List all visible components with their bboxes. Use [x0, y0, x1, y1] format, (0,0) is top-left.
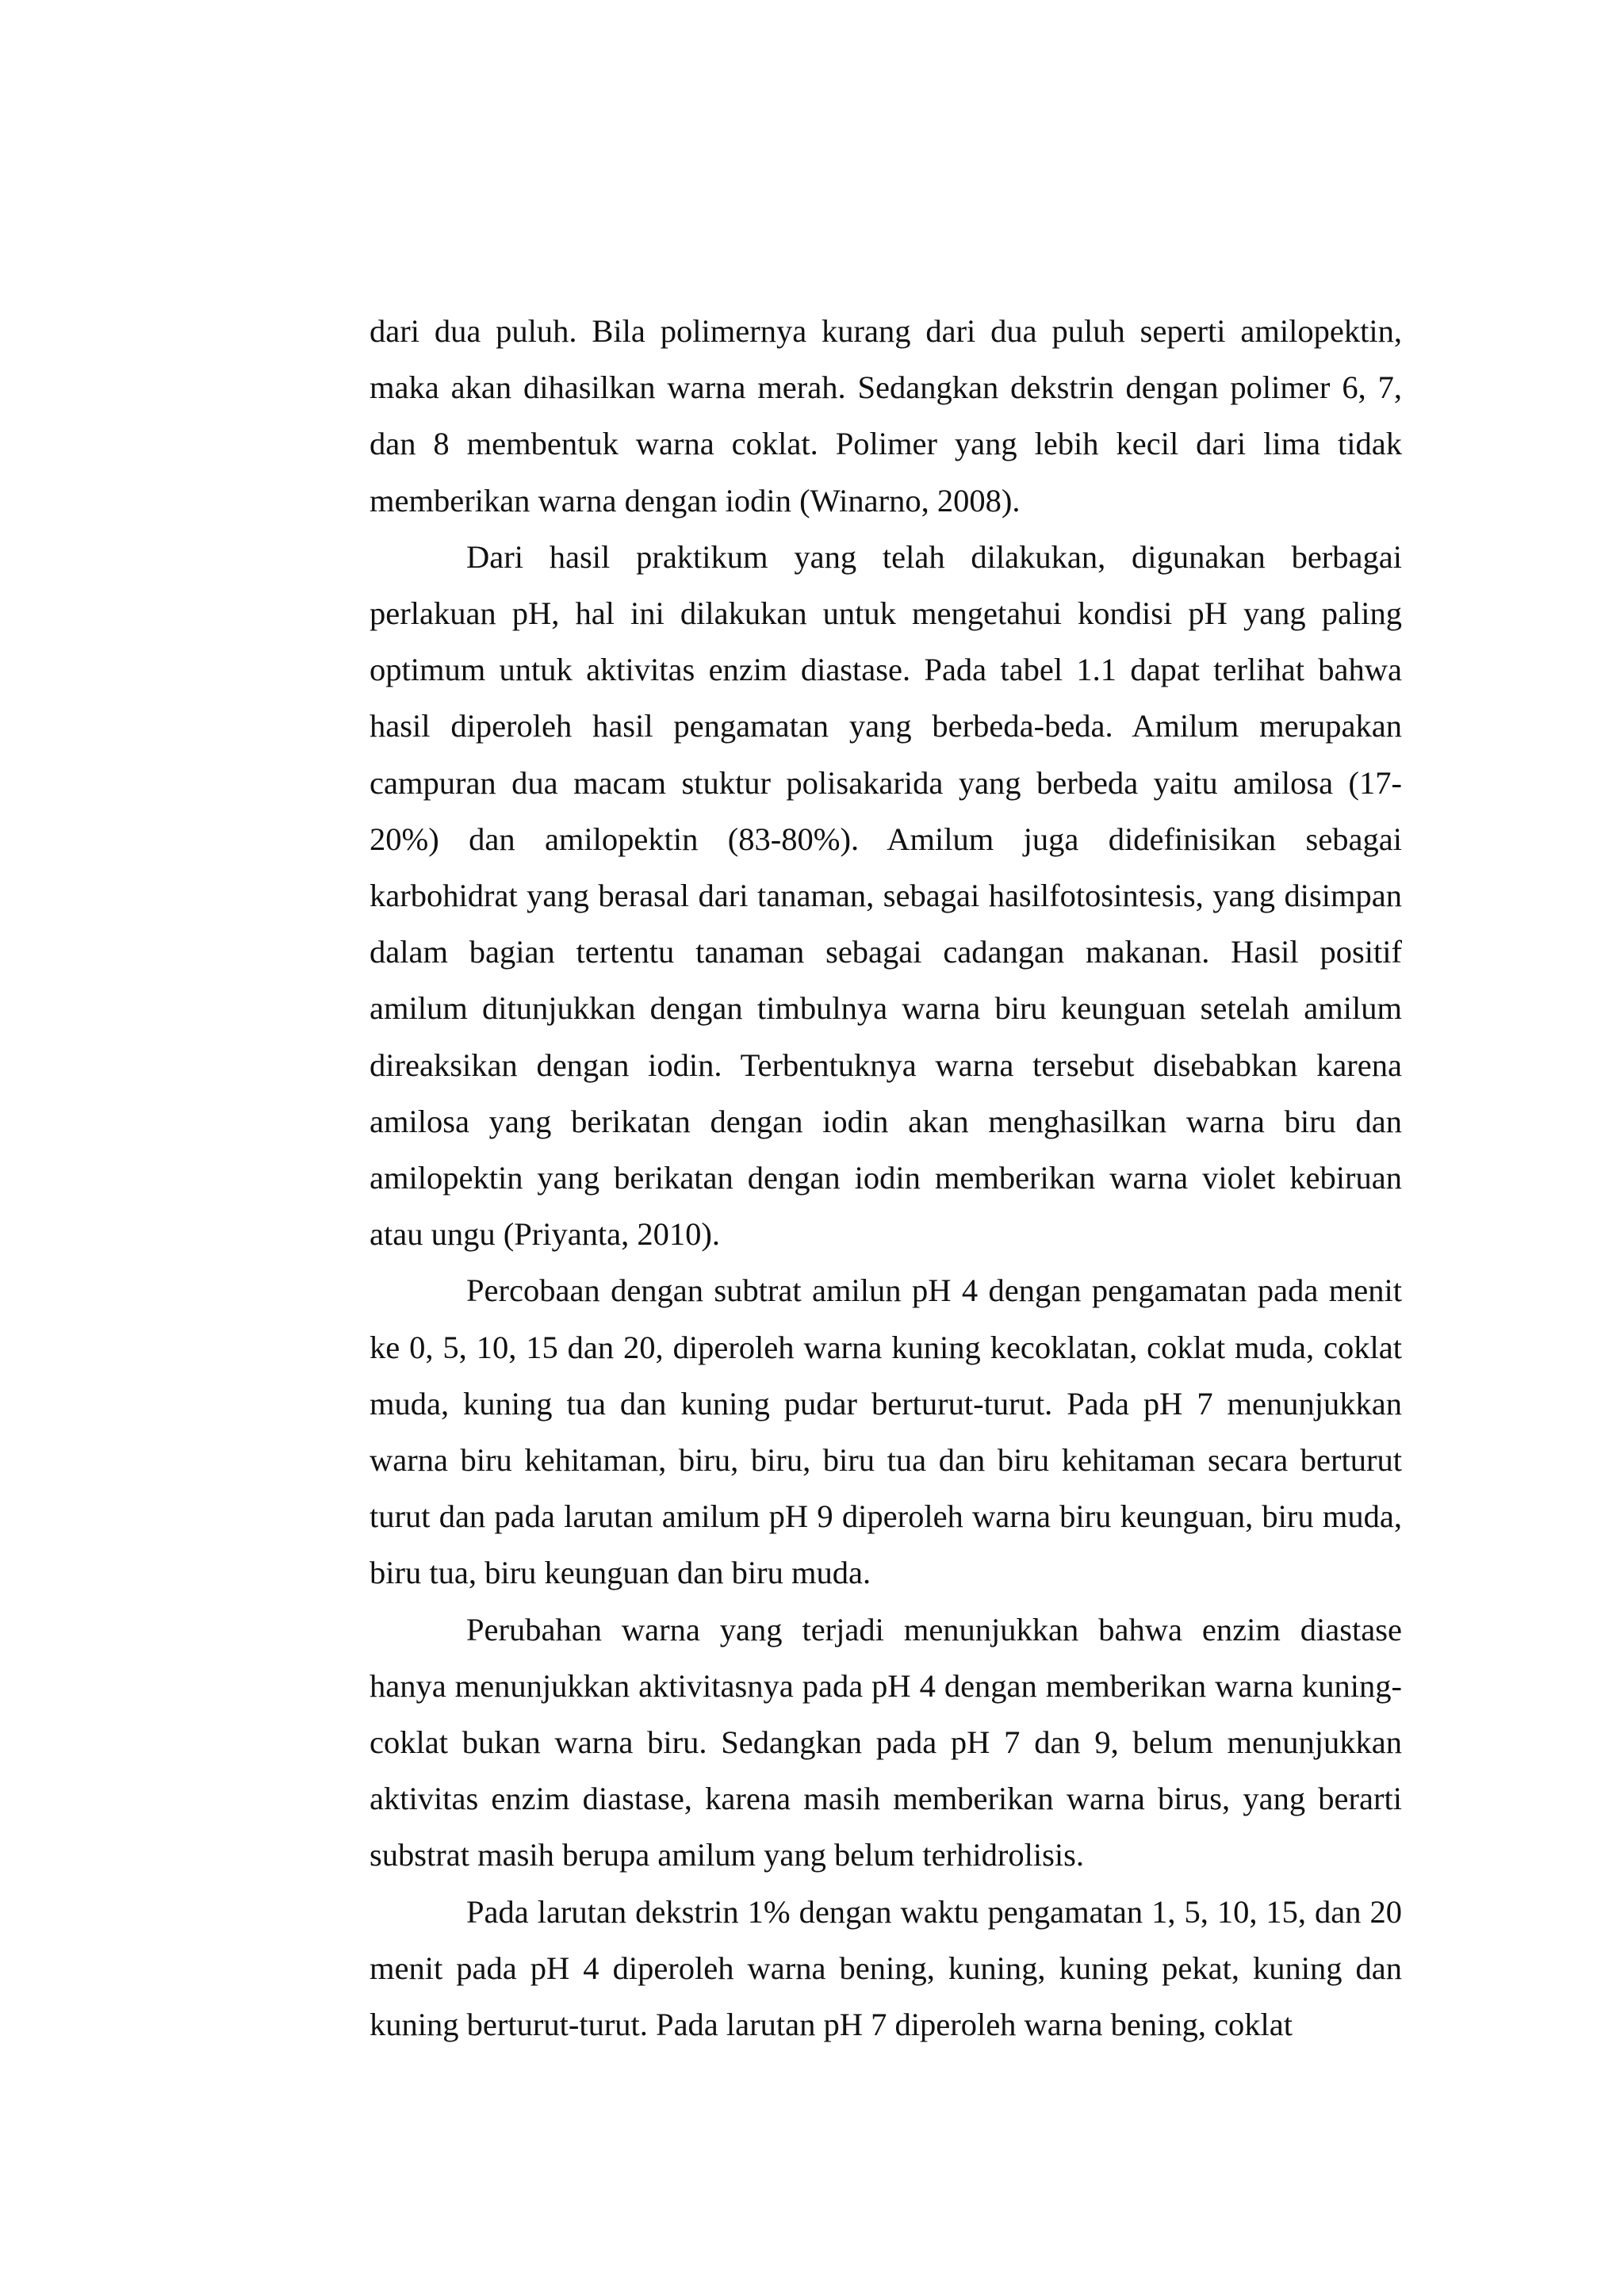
paragraph-2: Dari hasil praktikum yang telah dilakukan, digunakan berbagai perlakuan pH, hal ini dilakukan untuk mengetahui kondisi pH yang paling optimum untuk aktivitas enzim diastase. Pada tabel 1.1 dapat terlihat bahwa hasil diperoleh hasil pengamatan yang berbeda-beda. Amilum merupakan campuran dua macam stuktur polisakarida yang berbeda yaitu amilosa (17-20%) dan amilopektin (83-80%). Amilum juga didefinisikan sebagai karbohidrat yang berasal dari tanaman, sebagai hasilfotosintesis, yang disimpan dalam bagian tertentu tanaman sebagai cadangan makanan. Hasil positif amilum ditunjukkan dengan timbulnya warna biru keunguan setelah amilum direaksikan dengan iodin. Terbentuknya warna tersebut disebabkan karena amilosa yang berikatan dengan iodin akan menghasilkan warna biru dan amilopektin yang berikatan dengan iodin memberikan warna violet kebiruan atau ungu (Priyanta, 2010). [370, 538, 1402, 1253]
paragraph-1: dari dua puluh. Bila polimernya kurang dari dua puluh seperti amilopektin, maka akan dihasilkan warna merah. Sedangkan dekstrin dengan polimer 6, 7, dan 8 membentuk warna coklat. Polimer yang lebih kecil dari lima tidak memberikan warna dengan iodin (Winarno, 2008). [370, 313, 1402, 519]
paragraph-4: Perubahan warna yang terjadi menunjukkan bahwa enzim diastase hanya menunjukkan aktivitasnya pada pH 4 dengan memberikan warna kuning-coklat bukan warna biru. Sedangkan pada pH 7 dan 9, belum menunjukkan aktivitas enzim diastase, karena masih memberikan warna birus, yang berarti substrat masih berupa amilum yang belum terhidrolisis. [370, 1611, 1402, 1873]
body-text [370, 303, 1402, 2053]
paragraph-3: Percobaan dengan subtrat amilun pH 4 dengan pengamatan pada menit ke 0, 5, 10, 15 dan 20, diperoleh warna kuning kecoklatan, coklat muda, coklat muda, kuning tua dan kuning pudar berturut-turut. Pada pH 7 menunjukkan warna biru kehitaman, biru, biru, biru tua dan biru kehitaman secara berturut turut dan pada larutan amilum pH 9 diperoleh warna biru keunguan, biru muda, biru tua, biru keunguan dan biru muda. [370, 1272, 1402, 1591]
paragraph-5: Pada larutan dekstrin 1% dengan waktu pengamatan 1, 5, 10, 15, dan 20 menit pada pH 4 diperoleh warna bening, kuning, kuning pekat, kuning dan kuning berturut-turut. Pada larutan pH 7 diperoleh warna bening, coklat [370, 1893, 1402, 2043]
